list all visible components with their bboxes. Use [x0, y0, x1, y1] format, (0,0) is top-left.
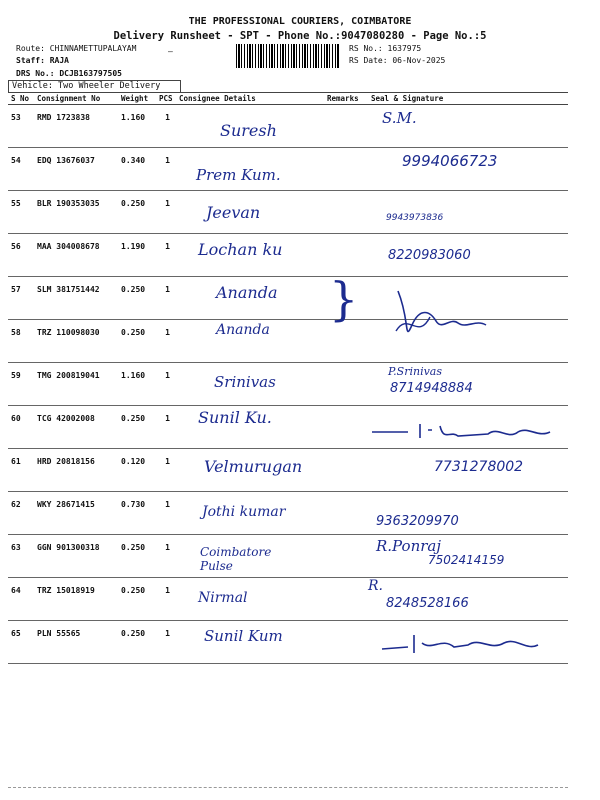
row-weight: 0.340: [118, 148, 156, 191]
row-signature-cell: [368, 363, 568, 406]
col-consignment: Consignment No: [34, 93, 118, 105]
row-consignment: TRZ 110098030: [34, 320, 118, 363]
row-consignee-cell: [176, 148, 324, 191]
row-pcs: 1: [156, 320, 176, 363]
row-consignee-cell: [176, 363, 324, 406]
row-signature-number: 9994066723: [402, 152, 498, 170]
vehicle-label: Vehicle: Two Wheeler Delivery: [8, 80, 181, 92]
row-sno: 65: [8, 621, 34, 664]
row-signature-cell: [368, 578, 568, 621]
row-consignee: Velmurugan: [204, 457, 303, 476]
row-signature-number: 8220983060: [388, 248, 471, 263]
row-sno: 54: [8, 148, 34, 191]
row-signature-cell: [368, 105, 568, 148]
row-consignee: Prem Kum.: [196, 166, 281, 184]
row-remarks: [324, 406, 368, 449]
row-sno: 60: [8, 406, 34, 449]
row-consignee-cell: [176, 277, 324, 320]
row-consignment: TCG 42002008: [34, 406, 118, 449]
company-title: THE PROFESSIONAL COURIERS, COIMBATORE: [188, 16, 412, 27]
signature-stroke-icon: [368, 629, 558, 659]
row-weight: 0.120: [118, 449, 156, 492]
col-pcs: PCS: [156, 93, 176, 105]
row-pcs: 1: [156, 105, 176, 148]
row-consignment: TRZ 15018919: [34, 578, 118, 621]
row-remarks: [324, 449, 368, 492]
row-consignee: Nirmal: [198, 590, 248, 606]
runsheet-subtitle: Delivery Runsheet - SPT - Phone No.:9047080280 - Page No.:5: [113, 30, 487, 42]
row-consignee: Lochan ku: [198, 240, 283, 259]
row-weight: 0.250: [118, 320, 156, 363]
signature-stroke-icon: [368, 416, 558, 446]
row-consignment: BLR 190353035: [34, 191, 118, 234]
row-consignee-cell: [176, 492, 324, 535]
row-remarks: [324, 535, 368, 578]
row-consignment: RMD 1723838: [34, 105, 118, 148]
row-pcs: 1: [156, 621, 176, 664]
row-pcs: 1: [156, 191, 176, 234]
row-signature-cell: [368, 234, 568, 277]
row-signature: P.Srinivas: [388, 365, 443, 378]
staff-label: Staff: RAJA: [16, 56, 69, 65]
row-sno: 56: [8, 234, 34, 277]
row-remarks: [324, 148, 368, 191]
row-remarks: [324, 191, 368, 234]
row-pcs: 1: [156, 363, 176, 406]
row-weight: 1.160: [118, 105, 156, 148]
row-signature: R.Ponraj: [376, 537, 442, 555]
table-row: [8, 449, 568, 492]
row-consignee-cell: [176, 234, 324, 277]
row-weight: 1.160: [118, 363, 156, 406]
row-pcs: 1: [156, 234, 176, 277]
row-pcs: 1: [156, 406, 176, 449]
row-signature-cell: [368, 277, 568, 320]
row-signature-cell: [368, 492, 568, 535]
row-consignee-cell: [176, 449, 324, 492]
row-signature-number: 9943973836: [386, 213, 444, 223]
table-row: [8, 621, 568, 664]
row-consignee-cell: [176, 191, 324, 234]
row-remarks: [324, 363, 368, 406]
drs-label: DRS No.: DCJB163797505: [16, 69, 122, 78]
row-remarks: [324, 234, 368, 277]
row-consignment: EDQ 13676037: [34, 148, 118, 191]
row-sno: 64: [8, 578, 34, 621]
row-pcs: 1: [156, 449, 176, 492]
table-row: [8, 234, 568, 277]
barcode-dash: —: [168, 47, 173, 56]
col-consignee: Consignee Details: [176, 93, 324, 105]
row-weight: 1.190: [118, 234, 156, 277]
row-weight: 0.250: [118, 621, 156, 664]
table-row: [8, 191, 568, 234]
row-consignee: Sunil Ku.: [198, 408, 272, 427]
row-pcs: 1: [156, 492, 176, 535]
row-sno: 59: [8, 363, 34, 406]
table-row: [8, 578, 568, 621]
row-signature: [368, 320, 568, 363]
row-weight: 0.730: [118, 492, 156, 535]
row-pcs: 1: [156, 535, 176, 578]
row-consignee-cell: [176, 578, 324, 621]
row-consignee: Ananda: [216, 283, 278, 302]
row-weight: 0.250: [118, 578, 156, 621]
col-signature: Seal & Signature: [368, 93, 568, 105]
row-signature-number: 7731278002: [434, 459, 524, 475]
remarks-bracket-mark: }: [329, 272, 359, 326]
row-signature-cell: [368, 406, 568, 449]
row-weight: 0.250: [118, 406, 156, 449]
row-consignee: Jeevan: [206, 203, 261, 222]
row-weight: 0.250: [118, 535, 156, 578]
table-row: [8, 105, 568, 148]
row-consignee: Suresh: [220, 121, 277, 140]
row-consignment: GGN 901300318: [34, 535, 118, 578]
row-consignment: TMG 200819041: [34, 363, 118, 406]
row-sno: 58: [8, 320, 34, 363]
page-bottom-line: [8, 787, 568, 788]
row-consignee-cell: [176, 406, 324, 449]
row-sno: 55: [8, 191, 34, 234]
row-consignment: HRD 20818156: [34, 449, 118, 492]
row-consignee: Sunil Kum: [204, 627, 283, 645]
row-consignee-cell: [176, 535, 324, 578]
row-pcs: 1: [156, 578, 176, 621]
table-row: [8, 363, 568, 406]
col-weight: Weight: [118, 93, 156, 105]
row-signature: S.M.: [382, 109, 417, 127]
row-signature: R.: [368, 578, 383, 594]
row-weight: 0.250: [118, 277, 156, 320]
row-signature-cell: [368, 449, 568, 492]
rs-number: RS No.: 1637975: [349, 44, 422, 53]
table-row: [8, 148, 568, 191]
row-consignment: WKY 28671415: [34, 492, 118, 535]
table-header-row: [8, 93, 568, 105]
table-row: [8, 492, 568, 535]
row-consignment: MAA 304008678: [34, 234, 118, 277]
row-pcs: 1: [156, 277, 176, 320]
table-row: [8, 320, 568, 363]
rs-date: RS Date: 06-Nov-2025: [349, 56, 446, 65]
row-consignee: Ananda: [216, 322, 270, 338]
row-pcs: 1: [156, 148, 176, 191]
row-consignee-cell: [176, 320, 324, 363]
barcode-image: [236, 44, 340, 68]
row-consignment: PLN 55565: [34, 621, 118, 664]
col-sno: S No: [8, 93, 34, 105]
row-consignee: Srinivas: [214, 373, 276, 391]
row-consignee-cell: [176, 621, 324, 664]
row-remarks: [324, 492, 368, 535]
row-signature-cell: [368, 191, 568, 234]
row-sno: 61: [8, 449, 34, 492]
row-sno: 63: [8, 535, 34, 578]
row-signature-number: 7502414159: [428, 553, 505, 567]
row-weight: 0.250: [118, 191, 156, 234]
table-row: [8, 406, 568, 449]
row-signature-number: 8714948884: [390, 381, 473, 396]
row-signature-cell: [368, 621, 568, 664]
row-remarks: [324, 621, 368, 664]
col-remarks: Remarks: [324, 93, 368, 105]
table-row: [8, 535, 568, 578]
row-consignee-cell: [176, 105, 324, 148]
row-signature-number: 8248528166: [386, 596, 469, 611]
table-row: [8, 277, 568, 320]
route-label: Route: CHINNAMETTUPALAYAM: [16, 44, 137, 53]
row-remarks: [324, 578, 368, 621]
row-signature-number: 9363209970: [376, 514, 459, 529]
row-sno: 62: [8, 492, 34, 535]
row-sno: 53: [8, 105, 34, 148]
row-consignment: SLM 381751442: [34, 277, 118, 320]
row-consignee: Jothi kumar: [202, 504, 286, 520]
row-signature-cell: [368, 148, 568, 191]
row-signature-cell: [368, 535, 568, 578]
row-remarks: [324, 105, 368, 148]
row-consignee: Coimbatore Pulse: [200, 545, 272, 573]
runsheet-table: [8, 92, 568, 664]
row-sno: 57: [8, 277, 34, 320]
